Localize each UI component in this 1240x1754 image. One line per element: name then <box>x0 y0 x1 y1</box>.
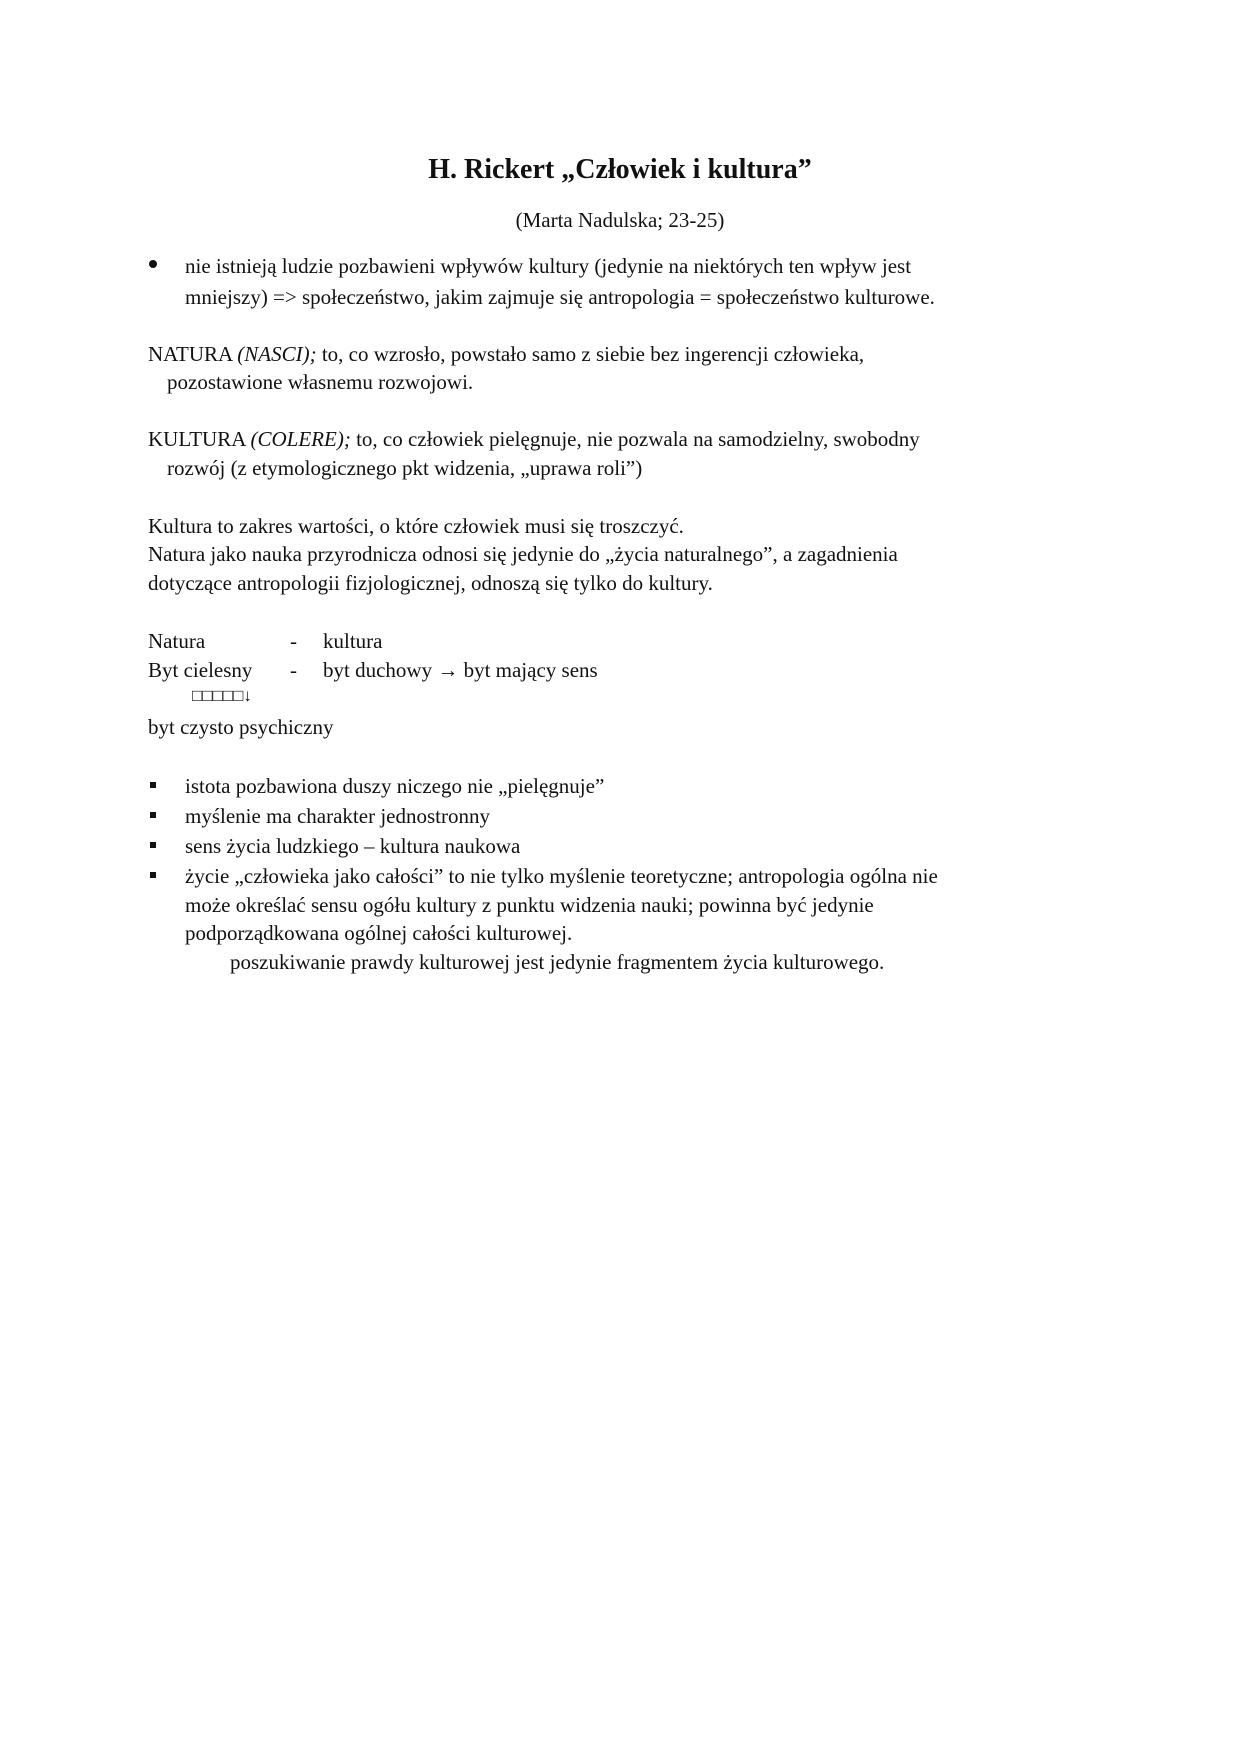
kultura-definition-line-2: rozwój (z etymologicznego pkt widzenia, „uprawa roli”) <box>167 456 643 480</box>
table-row3: byt czysto psychiczny <box>148 715 334 739</box>
table-row1-right: kultura <box>323 629 383 653</box>
list-item-continuation-line-3: podporządkowana ogólnej całości kulturowej. <box>185 921 573 945</box>
intro-bullet-line-1: nie istnieją ludzie pozbawieni wpływów kultury (jedynie na niektórych ten wpływ jest <box>185 254 912 278</box>
square-bullet-icon <box>150 842 156 848</box>
kultura-definition-text: to, co człowiek pielęgnuje, nie pozwala na samodzielny, swobodny <box>350 427 920 451</box>
natura-definition-line-2: pozostawione własnemu rozwojowi. <box>167 370 474 394</box>
kultura-latin: (COLERE); <box>250 427 351 451</box>
paragraph-line-3: dotyczące antropologii fizjologicznej, odnoszą się tylko do kultury. <box>148 571 713 595</box>
kultura-definition-line-1 <box>148 425 920 453</box>
paragraph-line-2: Natura jako nauka przyrodnicza odnosi się jedynie do „życia naturalnego”, a zagadnienia <box>148 542 898 566</box>
intro-bullet-line-2: mniejszy) => społeczeństwo, jakim zajmuje się antropologia = społeczeństwo kulturowe. <box>185 285 935 309</box>
down-arrow-row: □□□□□↓ <box>192 686 252 705</box>
table-row1-left: Natura <box>148 629 206 653</box>
table-row2-left: Byt cielesny <box>148 658 253 682</box>
natura-definition-text: to, co wzrosło, powstało samo z siebie bez ingerencji człowieka, <box>316 342 865 366</box>
natura-definition-line-1 <box>148 340 864 368</box>
list-item: myślenie ma charakter jednostronny <box>185 804 490 828</box>
page-title: H. Rickert „Człowiek i kultura” <box>428 154 812 185</box>
square-bullet-icon <box>150 812 156 818</box>
list-item: sens życia ludzkiego – kultura naukowa <box>185 834 521 858</box>
list-item-continuation-line-4: poszukiwanie prawdy kulturowej jest jedynie fragmentem życia kulturowego. <box>230 950 885 974</box>
table-row2-right: byt duchowy → byt mający sens <box>323 658 598 682</box>
natura-term: NATURA <box>148 342 233 366</box>
table-row2-dash: - <box>290 658 297 682</box>
square-bullet-icon <box>150 782 156 788</box>
round-bullet-icon <box>149 260 157 268</box>
list-item: istota pozbawiona duszy niczego nie „pielęgnuje” <box>185 774 605 798</box>
paragraph-line-1: Kultura to zakres wartości, o które człowiek musi się troszczyć. <box>148 514 684 538</box>
kultura-term: KULTURA <box>148 427 246 451</box>
author-subtitle: (Marta Nadulska; 23-25) <box>515 208 725 232</box>
natura-latin: (NASCI); <box>237 342 317 366</box>
list-item-continuation-line-2: może określać sensu ogółu kultury z punktu widzenia nauki; powinna być jedynie <box>185 893 874 917</box>
table-row1-dash: - <box>290 629 297 653</box>
list-item: życie „człowieka jako całości” to nie tylko myślenie teoretyczne; antropologia ogólna nie <box>185 864 938 888</box>
square-bullet-icon <box>150 872 156 878</box>
